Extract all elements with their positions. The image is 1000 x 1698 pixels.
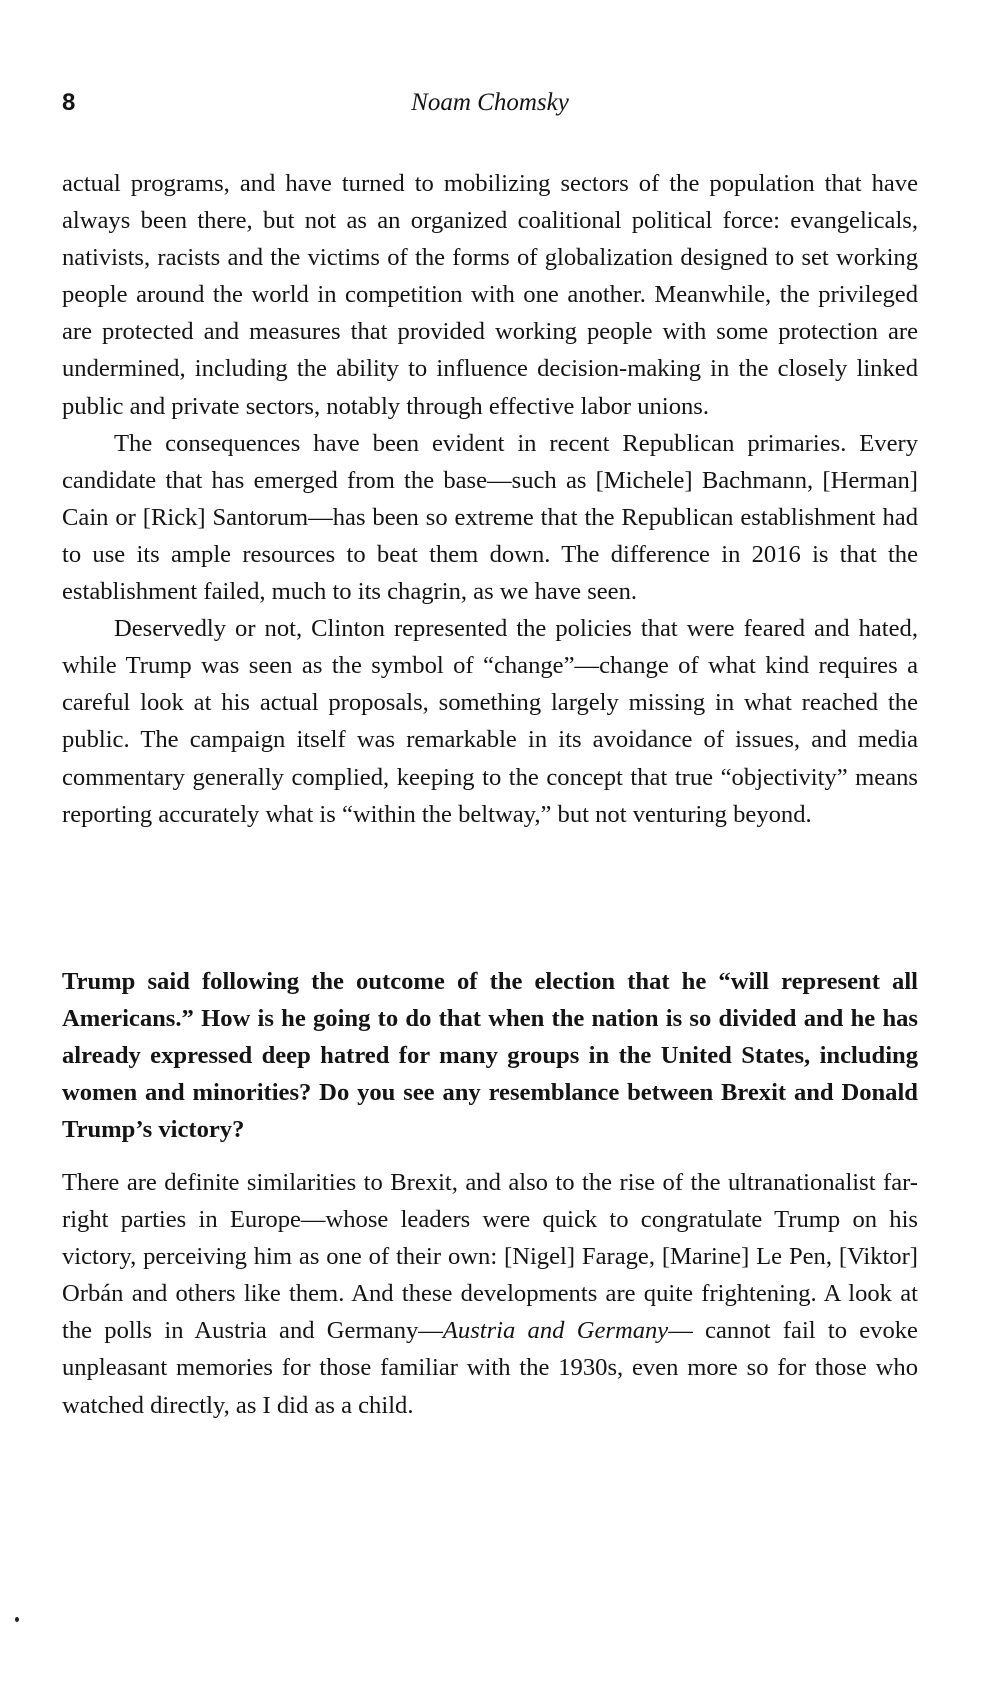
scan-speck	[15, 1617, 19, 1622]
interview-question: Trump said following the outcome of the election that he “will represent all Americans.” How is he going to do that when the nation is so divided and he has already expressed deep hatred for many groups in the United States, including women and minorities? Do you see any resemblance between Brexit and Donald Trump’s victory?	[62, 968, 918, 1144]
answer-paragraph	[62, 1164, 918, 1424]
answer-text: There are definite similarities to Brexit, and also to the rise of the ultranationalist far-right parties in Europe—whose leaders were quick to congratulate Trump on his victory, perceiving him as one of their own: [Nigel] Farage, [Marine] Le Pen, [Viktor] Orbán and others like them. And these developments are quite frightening. A look at the polls in Austria and Germany—	[62, 1169, 918, 1345]
paragraph-continued: actual programs, and have turned to mobilizing sectors of the population that have always been there, but not as an organized coalitional political force: evangelicals, nativists, racists and the victims of the forms of globalization designed to set working people around the world in competition with one another. Meanwhile, the privileged are protected and measures that provided working people with some protection are undermined, including the ability to influence decision-making in the closely linked public and private sectors, notably through effective labor unions.	[62, 170, 918, 420]
interview-answer	[62, 1164, 918, 1424]
running-title: Noam Chomsky	[411, 89, 569, 116]
answer-text: — cannot fail to evoke unpleasant memories for those familiar with the 1930s, even more so for those who watched directly, as I did as a child.	[62, 1317, 918, 1419]
running-head	[62, 86, 918, 120]
paragraph: The consequences have been evident in recent Republican primaries. Every candidate that has emerged from the base—such as [Michele] Bachmann, [Herman] Cain or [Rick] Santorum—has been so extreme that the Republican establishment had to use its ample resources to beat them down. The difference in 2016 is that the establishment failed, much to its chagrin, as we have seen.	[62, 429, 918, 606]
paragraph: Deservedly or not, Clinton represented the policies that were feared and hated, while Trump was seen as the symbol of “change”—change of what kind requires a careful look at his actual proposals, something largely missing in what reached the public. The campaign itself was remarkable in its avoidance of issues, and media commentary generally complied, keeping to the concept that true “objectivity” means reporting accurately what is “within the beltway,” but not venturing beyond.	[62, 615, 918, 828]
page-number: 8	[62, 89, 76, 116]
answer-emphasis: Austria and Germany	[442, 1317, 669, 1345]
body-text-block	[62, 165, 918, 833]
